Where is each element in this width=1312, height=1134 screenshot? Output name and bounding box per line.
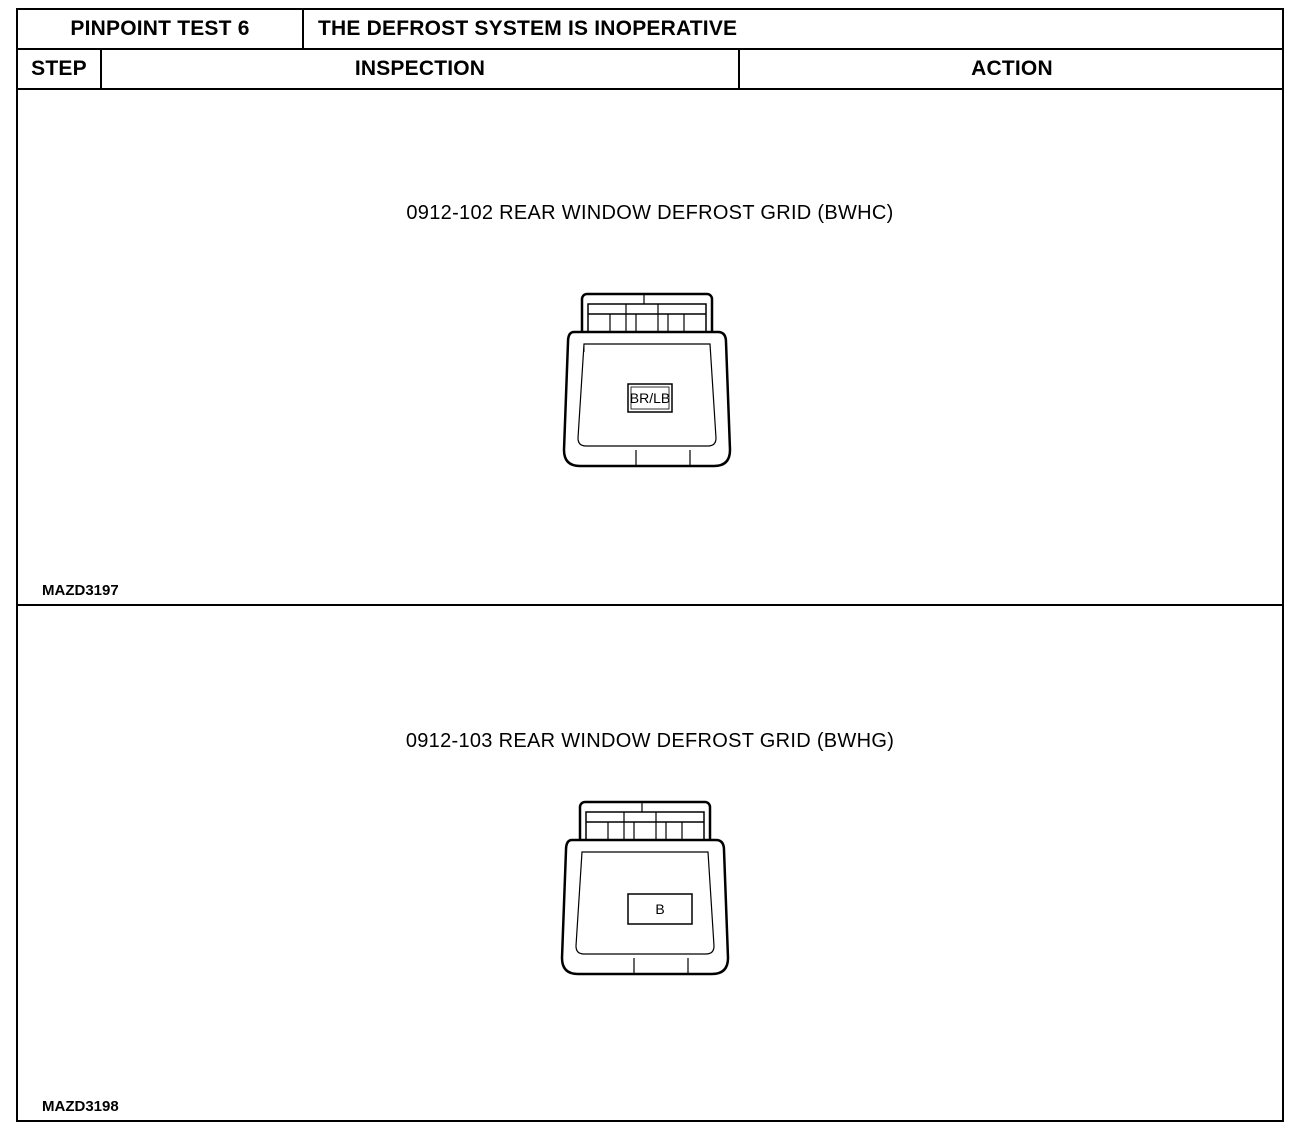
figure-panel-1 xyxy=(18,90,1282,606)
test-description: THE DEFROST SYSTEM IS INOPERATIVE xyxy=(304,10,1284,50)
column-header-inspection: INSPECTION xyxy=(102,50,740,90)
figure-reference: MAZD3197 xyxy=(42,582,119,599)
figure-panel-2 xyxy=(18,606,1282,1122)
figure-reference: MAZD3198 xyxy=(42,1098,119,1115)
column-header-step: STEP xyxy=(18,50,102,90)
connector-diagram xyxy=(556,798,738,980)
pin-label: BR/LB xyxy=(629,390,671,406)
connector-diagram xyxy=(558,290,740,472)
figure-caption: 0912-102 REAR WINDOW DEFROST GRID (BWHC) xyxy=(406,202,894,224)
figure-caption: 0912-103 REAR WINDOW DEFROST GRID (BWHG) xyxy=(405,730,895,752)
pinpoint-test-table xyxy=(16,8,1284,1122)
test-title: PINPOINT TEST 6 xyxy=(18,10,304,50)
column-header-action: ACTION xyxy=(740,50,1284,90)
pin-label: B xyxy=(655,901,665,917)
